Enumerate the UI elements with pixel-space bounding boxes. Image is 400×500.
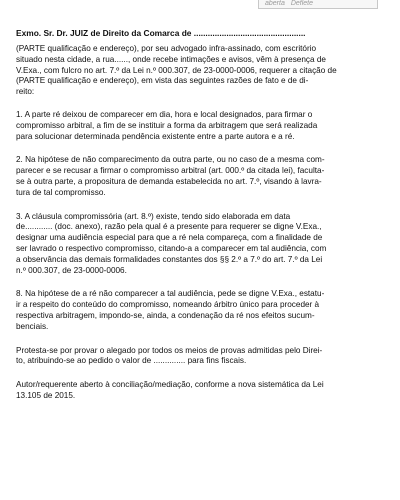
paragraph-3: 3. A cláusula compromissória (art. 8.º) existe, tendo sido elaborada em data de............ (doc. anexo), razão pela qual é a presente para requerer se digne V.Exa., designar uma audiência especial para que a ré nela compareça, com a finalidade de ser lavrado o respectivo compromisso, citando-a a comparecer em tal audiência, com a observância das demais formalidades constantes dos §§ 2.º a 7.º do art. 7.º da Lei n.º 000.307, de 23-0000-0006. (16, 211, 327, 275)
paragraph-1: 1. A parte ré deixou de comparecer em dia, hora e local designados, para firmar o compromisso arbitral, a fim de se instituir a forma da arbitragem que será realizada para solucionar determinada pendência existente entre a parte autora e a ré. (16, 109, 318, 141)
top-tab (258, 0, 378, 9)
paragraph-2: 2. Na hipótese de não comparecimento da outra parte, ou no caso de a mesma com- parecer e se recusar a firmar o compromisso arbitral (art. 000.º da citada lei), faculta- se à outra parte, a propositura de demanda estabelecida no art. 7.º, visando à lavra- tura de tal compromisso. (16, 155, 325, 197)
paragraph-conciliation: Autor/requerente aberto à conciliação/mediação, conforme a nova sistemática da Lei 13.105 de 2015. (16, 380, 324, 400)
document-body (16, 44, 386, 415)
tab-left-label: aberta (265, 0, 285, 7)
tab-right-label: Deflete (290, 0, 313, 7)
document-heading: Exmo. Sr. Dr. JUIZ de Direito da Comarca de ................................................ (16, 28, 306, 38)
paragraph-intro: (PARTE qualificação e endereço), por seu advogado infra-assinado, com escritório situado nesta cidade, a rua......, onde recebe intimações e avisos, vêm à presença de V.Exa., com fulcro no art. 7.º da Lei n.º 000.307, de 23-0000-0006, requerer a citação de (PARTE qualificação e endereço), em vista das seguintes razões de fato e de di- reito: (16, 44, 337, 97)
paragraph-8: 8. Na hipótese de a ré não comparecer a tal audiência, pede se digne V.Exa., estatu- ir a respeito do conteúdo do compromisso, nomeando árbitro único para proceder à respectiva arbitragem, impondo-se, ainda, a condenação da ré nos efeitos sucum- benciais. (16, 289, 325, 331)
paragraph-protest: Protesta-se por provar o alegado por todos os meios de provas admitidas pelo Direi- to, atribuindo-se ao pedido o valor de .............. para fins fiscais. (16, 345, 323, 366)
